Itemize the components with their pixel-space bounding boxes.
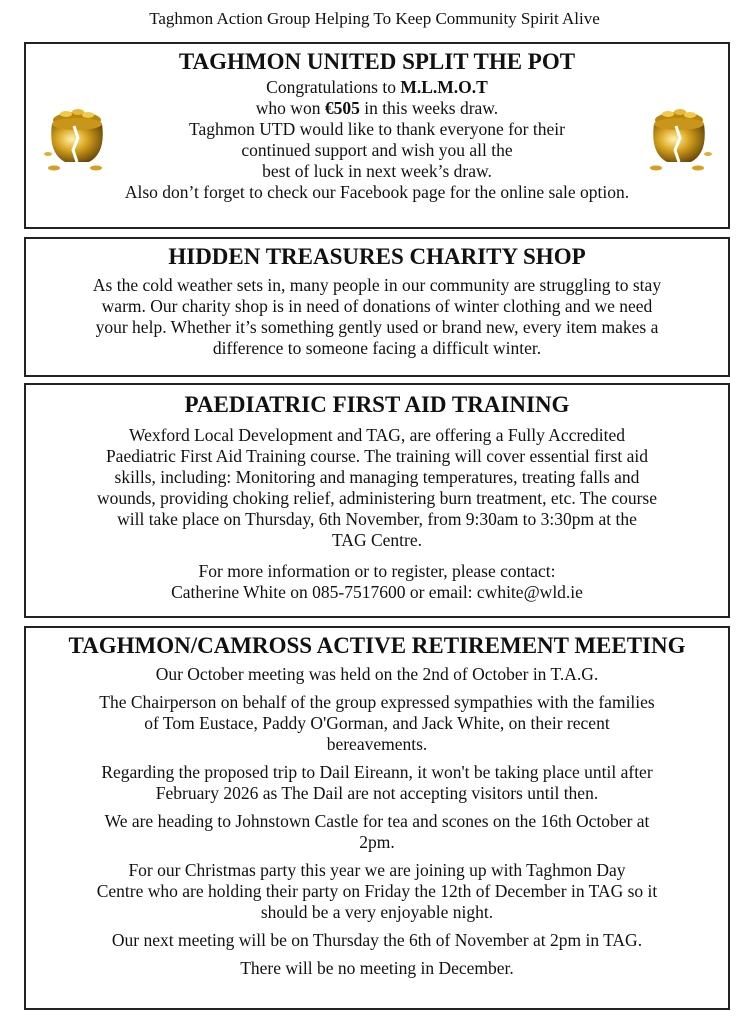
text-line: TAG Centre.	[332, 530, 422, 550]
text-line: difference to someone facing a difficult winter.	[212, 338, 542, 358]
first-aid-section	[24, 383, 730, 618]
section-title: TAGHMON UNITED SPLIT THE POT	[178, 49, 576, 74]
text-line: Our next meeting will be on Thursday the 6th of November at 2pm in TAG.	[111, 930, 643, 950]
pot-of-gold-icon	[40, 98, 114, 174]
text-line: Paediatric First Aid Training course. The training will cover essential first aid	[105, 446, 649, 466]
text-line: Our October meeting was held on the 2nd of October in T.A.G.	[155, 664, 599, 684]
section-title: HIDDEN TREASURES CHARITY SHOP	[168, 244, 586, 269]
pot-of-gold-icon	[642, 98, 716, 174]
contact-line: Catherine White on 085-7517600 or email: cwhite@wld.ie	[171, 582, 583, 602]
text-line: wounds, providing choking relief, administering burn treatment, etc. The course	[96, 488, 658, 508]
contact-line: For more information or to register, please contact:	[198, 561, 556, 581]
paragraph	[26, 664, 728, 685]
text-line: For our Christmas party this year we are joining up with Taghmon Day	[128, 860, 626, 880]
text-line: The Chairperson on behalf of the group expressed sympathies with the families	[99, 692, 655, 712]
text-line: warm. Our charity shop is in need of donations of winter clothing and we need	[101, 296, 653, 316]
text-line: As the cold weather sets in, many people in our community are struggling to stay	[92, 275, 662, 295]
text-line: will take place on Thursday, 6th November, from 9:30am to 3:30pm at the	[117, 509, 637, 529]
text-line: We are heading to Johnstown Castle for tea and scones on the 16th October at	[104, 811, 650, 831]
paragraph	[26, 692, 728, 755]
text-line: should be a very enjoyable night.	[260, 902, 494, 922]
won-line	[26, 98, 728, 119]
paragraph	[26, 811, 728, 853]
won-prefix: who won	[255, 98, 325, 118]
section-title: PAEDIATRIC FIRST AID TRAINING	[184, 392, 570, 417]
congrats-line	[26, 77, 728, 98]
paragraph	[26, 762, 728, 804]
text-line: Taghmon UTD would like to thank everyone for their	[189, 119, 565, 139]
split-the-pot-section	[24, 42, 730, 229]
text-line: February 2026 as The Dail are not accepting visitors until then.	[155, 783, 599, 803]
text-line: continued support and wish you all the	[241, 140, 513, 160]
congrats-prefix: Congratulations to	[266, 77, 401, 97]
text-line: skills, including: Monitoring and managing temperatures, treating falls and	[114, 467, 640, 487]
text-line: Wexford Local Development and TAG, are offering a Fully Accredited	[128, 425, 626, 445]
page-header: Taghmon Action Group Helping To Keep Community Spirit Alive	[149, 9, 600, 28]
text-line: 2pm.	[359, 832, 395, 852]
paragraph	[26, 958, 728, 979]
paragraph	[26, 860, 728, 923]
text-line: There will be no meeting in December.	[240, 958, 514, 978]
charity-shop-section	[24, 237, 730, 377]
text-line: Regarding the proposed trip to Dail Eireann, it won't be taking place until after	[101, 762, 653, 782]
text-line: of Tom Eustace, Paddy O'Gorman, and Jack White, on their recent	[144, 713, 610, 733]
text-line: bereavements.	[326, 734, 428, 754]
text-line: your help. Whether it’s something gently used or brand new, every item makes a	[95, 317, 659, 337]
text-line: Centre who are holding their party on Friday the 12th of December in TAG so it	[96, 881, 658, 901]
active-retirement-section	[24, 626, 730, 1010]
won-suffix: in this weeks draw.	[359, 98, 499, 118]
paragraph	[26, 930, 728, 951]
winner-name: M.L.M.O.T	[400, 77, 488, 97]
section-title: TAGHMON/CAMROSS ACTIVE RETIREMENT MEETING	[68, 633, 686, 658]
text-line: Also don’t forget to check our Facebook page for the online sale option.	[124, 182, 630, 202]
text-line: best of luck in next week’s draw.	[262, 161, 492, 181]
prize-amount: €505	[324, 98, 360, 118]
